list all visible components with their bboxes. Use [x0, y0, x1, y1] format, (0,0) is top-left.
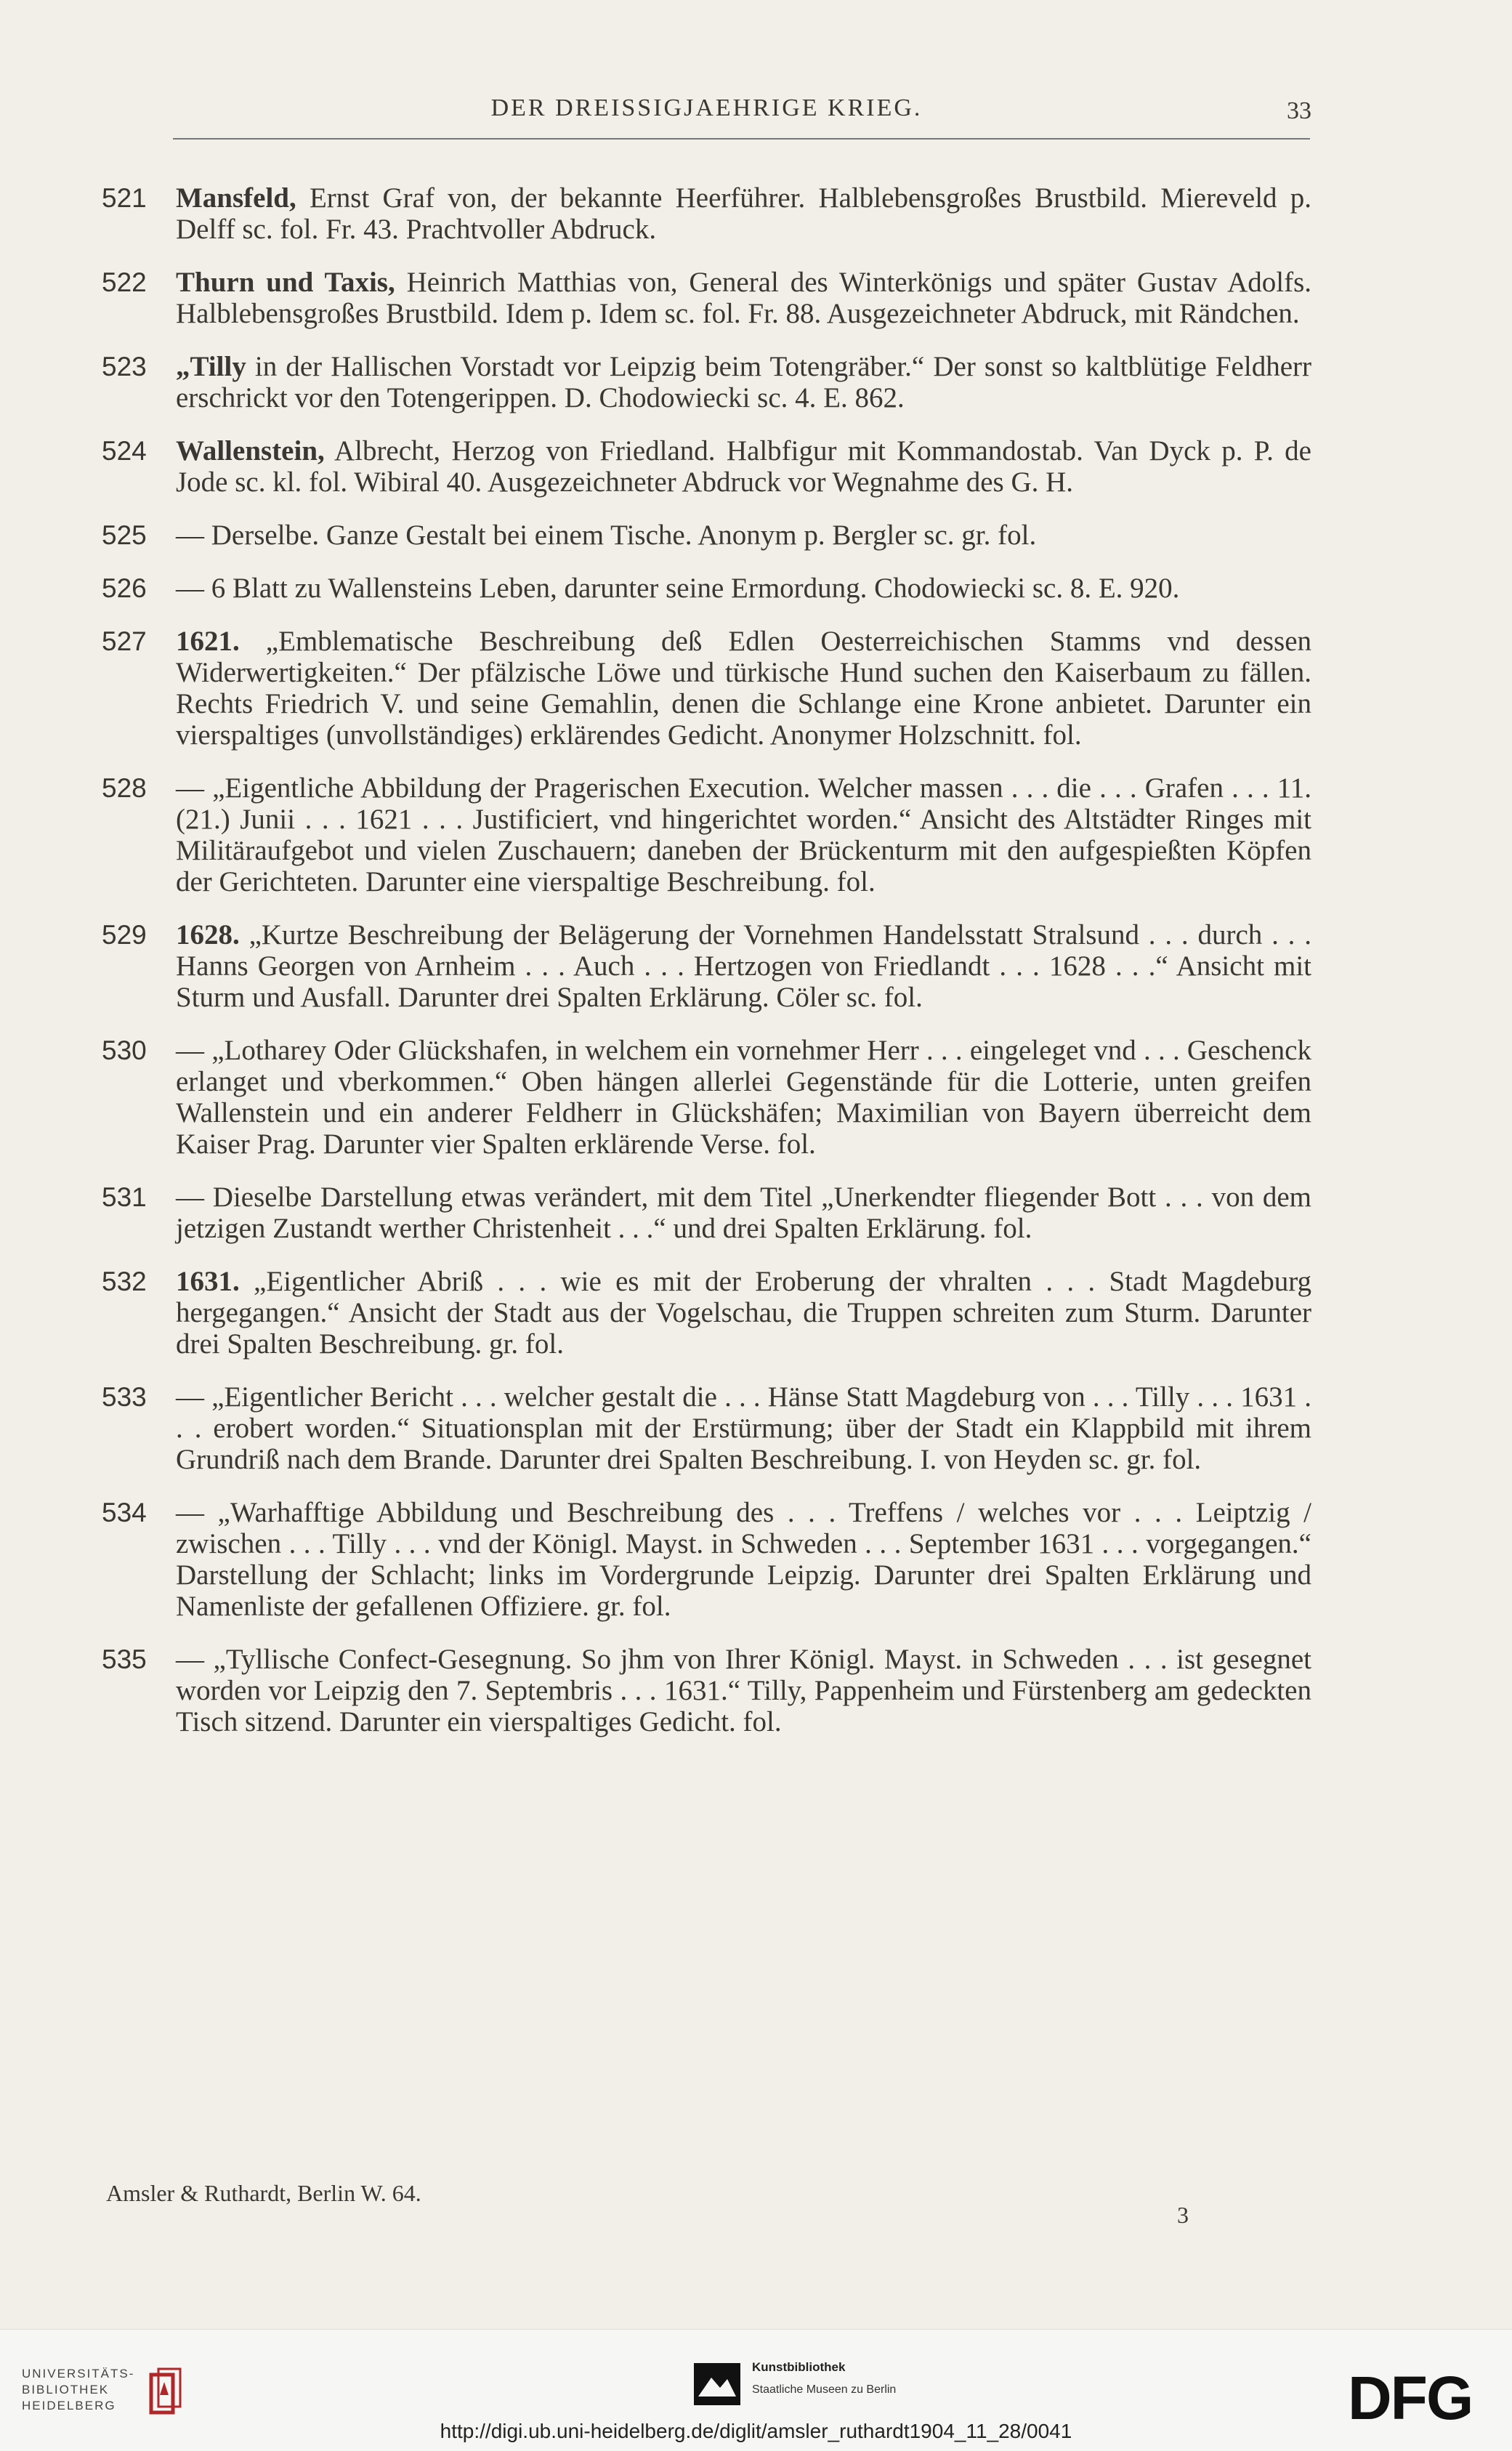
entry-description: „Eigentlicher Abriß . . . wie es mit der Eroberung der vhralten . . . Stadt Magdeburg hergegangen.“ Ansicht der Stadt aus der Vogelschau, die Truppen schreiten zum Sturm. Darunter drei Spalten Beschreibung. gr. fol.	[176, 1266, 1311, 1360]
entry-heading: „Tilly	[176, 351, 246, 382]
entry-description: — „Warhafftige Abbildung und Beschreibung des . . . Treffens / welches vor . . . Leiptzig / zwischen . . . Tilly . . . vnd der Königl. Mayst. in Schweden . . . September 1631 . . . vorgegangen.“ Darstellung der Schlacht; links im Vordergrunde Leipzig. Darunter drei Spalten Erklärung und Namenliste der gefallenen Offiziere. gr. fol.	[176, 1497, 1311, 1622]
catalog-entry	[102, 1266, 1311, 1360]
header-rule	[173, 138, 1310, 140]
catalog-entries	[102, 182, 1311, 1759]
entry-number: 531	[102, 1182, 147, 1212]
dfg-logo[interactable]: DFG	[1348, 2364, 1473, 2432]
entry-description: Ernst Graf von, der bekannte Heerführer. Halblebensgroßes Brustbild. Miereveld p. Delff sc. fol. Fr. 43. Prachtvoller Abdruck.	[176, 182, 1311, 245]
entry-number: 521	[102, 183, 147, 213]
sheet-signature: 3	[1177, 2202, 1189, 2228]
entry-number: 527	[102, 626, 147, 656]
entry-description: — „Eigentlicher Bericht . . . welcher gestalt die . . . Hänse Statt Magdeburg von . . . Tilly . . . 1631 . . . erobert worden.“ Situationsplan mit der Erstürmung; über der Stadt ein Klappbild mit ihrem Grundriß nach dem Brande. Darunter drei Spalten Beschreibung. I. von Heyden sc. gr. fol.	[176, 1381, 1311, 1475]
entry-number: 523	[102, 352, 147, 381]
entry-heading: Mansfeld,	[176, 182, 296, 214]
running-head	[102, 94, 1311, 131]
catalog-entry	[102, 435, 1311, 498]
page-number: 33	[1287, 97, 1311, 124]
entry-number: 535	[102, 1644, 147, 1674]
entry-description: — Derselbe. Ganze Gestalt bei einem Tische. Anonym p. Bergler sc. gr. fol.	[176, 520, 1037, 551]
entry-number: 534	[102, 1498, 147, 1527]
kunstbibliothek-name: Kunstbibliothek	[752, 2360, 846, 2374]
entry-number: 525	[102, 520, 147, 550]
entry-description: „Kurtze Beschreibung der Belägerung der Vornehmen Handelsstatt Stralsund . . . durch . . . Hanns Georgen von Arnheim . . . Auch . . . Hertzogen von Friedlandt . . . 1628 . . .“ Ansicht mit Sturm und Ausfall. Darunter drei Spalten Erklärung. Cöler sc. fol.	[176, 919, 1311, 1013]
university-line: UNIVERSITÄTS-	[22, 2367, 135, 2381]
catalog-entry	[102, 351, 1311, 413]
entry-number: 533	[102, 1382, 147, 1412]
entry-heading: 1631.	[176, 1266, 240, 1297]
catalog-entry	[102, 573, 1311, 604]
catalog-entry	[102, 1182, 1311, 1244]
entry-number: 530	[102, 1035, 147, 1065]
entry-number: 522	[102, 267, 147, 297]
entry-description: — 6 Blatt zu Wallensteins Leben, darunter seine Ermordung. Chodowiecki sc. 8. E. 920.	[176, 573, 1180, 604]
university-library-logo[interactable]	[22, 2366, 134, 2414]
kunstbibliothek-icon	[694, 2363, 740, 2405]
heidelberg-emblem-icon	[138, 2366, 200, 2420]
university-library-name	[22, 2366, 134, 2414]
source-url[interactable]: http://digi.ub.uni-heidelberg.de/diglit/amsler_ruthardt1904_11_28/0041	[440, 2420, 1072, 2442]
university-line: HEIDELBERG	[22, 2399, 116, 2412]
catalog-entry	[102, 772, 1311, 897]
entry-description: — Dieselbe Darstellung etwas verändert, mit dem Titel „Unerkendter fliegender Bott . . . von dem jetzigen Zustandt werther Christenheit . . .“ und drei Spalten Erklärung. fol.	[176, 1182, 1311, 1244]
catalog-entry	[102, 182, 1311, 245]
catalog-entry	[102, 1035, 1311, 1160]
catalog-entry	[102, 919, 1311, 1013]
entry-number: 528	[102, 773, 147, 803]
running-title: DER DREISSIGJAEHRIGE KRIEG.	[490, 94, 923, 121]
catalog-entry	[102, 626, 1311, 751]
catalog-entry	[102, 1644, 1311, 1737]
catalog-entry	[102, 267, 1311, 329]
entry-description: Heinrich Matthias von, General des Winterkönigs und später Gustav Adolfs. Halblebensgroßes Brustbild. Idem p. Idem sc. fol. Fr. 88. Ausgezeichneter Abdruck, mit Rändchen.	[176, 267, 1311, 329]
footer-bar	[0, 2329, 1512, 2451]
entry-description: „Emblematische Beschreibung deß Edlen Oesterreichischen Stamms vnd dessen Widerwertigkeiten.“ Der pfälzische Löwe und türkische Hund suchen den Kaiserbaum zu fällen. Rechts Friedrich V. und seine Gemahlin, denen die Schlange eine Krone anbietet. Darunter ein vierspaltiges (unvollständiges) erklärendes Gedicht. Anonymer Holzschnitt. fol.	[176, 626, 1311, 751]
entry-number: 524	[102, 436, 147, 466]
entry-number: 529	[102, 920, 147, 950]
entry-number: 532	[102, 1267, 147, 1296]
university-line: BIBLIOTHEK	[22, 2383, 110, 2397]
entry-description: — „Eigentliche Abbildung der Pragerischen Execution. Welcher massen . . . die . . . Grafen . . . 11. (21.) Junii . . . 1621 . . . Justificiert, vnd hingerichtet worden.“ Ansicht des Altstädter Ringes mit Militäraufgebot und vielen Zuschauern; daneben der Brückenturm mit den aufgespießten Köpfen der Gerichteten. Darunter eine vierspaltige Beschreibung. fol.	[176, 772, 1311, 897]
entry-description: — „Lotharey Oder Glückshafen, in welchem ein vornehmer Herr . . . eingeleget vnd . . . Geschenck erlanget und vberkommen.“ Oben hängen allerlei Gegenstände für die Lotterie, unten greifen Wallenstein und ein anderer Feldherr in Glückshäfen; Maximilian von Bayern überreicht dem Kaiser Prag. Darunter vier Spalten erklärende Verse. fol.	[176, 1035, 1311, 1160]
entry-heading: 1621.	[176, 626, 240, 657]
entry-number: 526	[102, 573, 147, 603]
catalog-entry	[102, 1381, 1311, 1475]
kunstbibliothek-subtitle: Staatliche Museen zu Berlin	[752, 2383, 897, 2396]
publisher-line: Amsler & Ruthardt, Berlin W. 64.	[106, 2180, 421, 2206]
entry-heading: 1628.	[176, 919, 240, 950]
entry-heading: Thurn und Taxis,	[176, 267, 395, 298]
entry-heading: Wallenstein,	[176, 435, 325, 467]
entry-description: in der Hallischen Vorstadt vor Leipzig beim Totengräber.“ Der sonst so kaltblütige Feldherr erschrickt vor den Totengerippen. D. Chodowiecki sc. 4. E. 862.	[176, 351, 1311, 413]
entry-description: Albrecht, Herzog von Friedland. Halbfigur mit Kommandostab. Van Dyck p. P. de Jode sc. kl. fol. Wibiral 40. Ausgezeichneter Abdruck vor Wegnahme des G. H.	[176, 435, 1311, 498]
catalog-entry	[102, 1497, 1311, 1622]
catalog-entry	[102, 520, 1311, 551]
entry-description: — „Tyllische Confect-Gesegnung. So jhm von Ihrer Königl. Mayst. in Schweden . . . ist gesegnet worden vor Leipzig den 7. Septembris . . . 1631.“ Tilly, Pappenheim und Fürstenberg am gedeckten Tisch sitzend. Darunter ein vierspaltiges Gedicht. fol.	[176, 1644, 1311, 1737]
